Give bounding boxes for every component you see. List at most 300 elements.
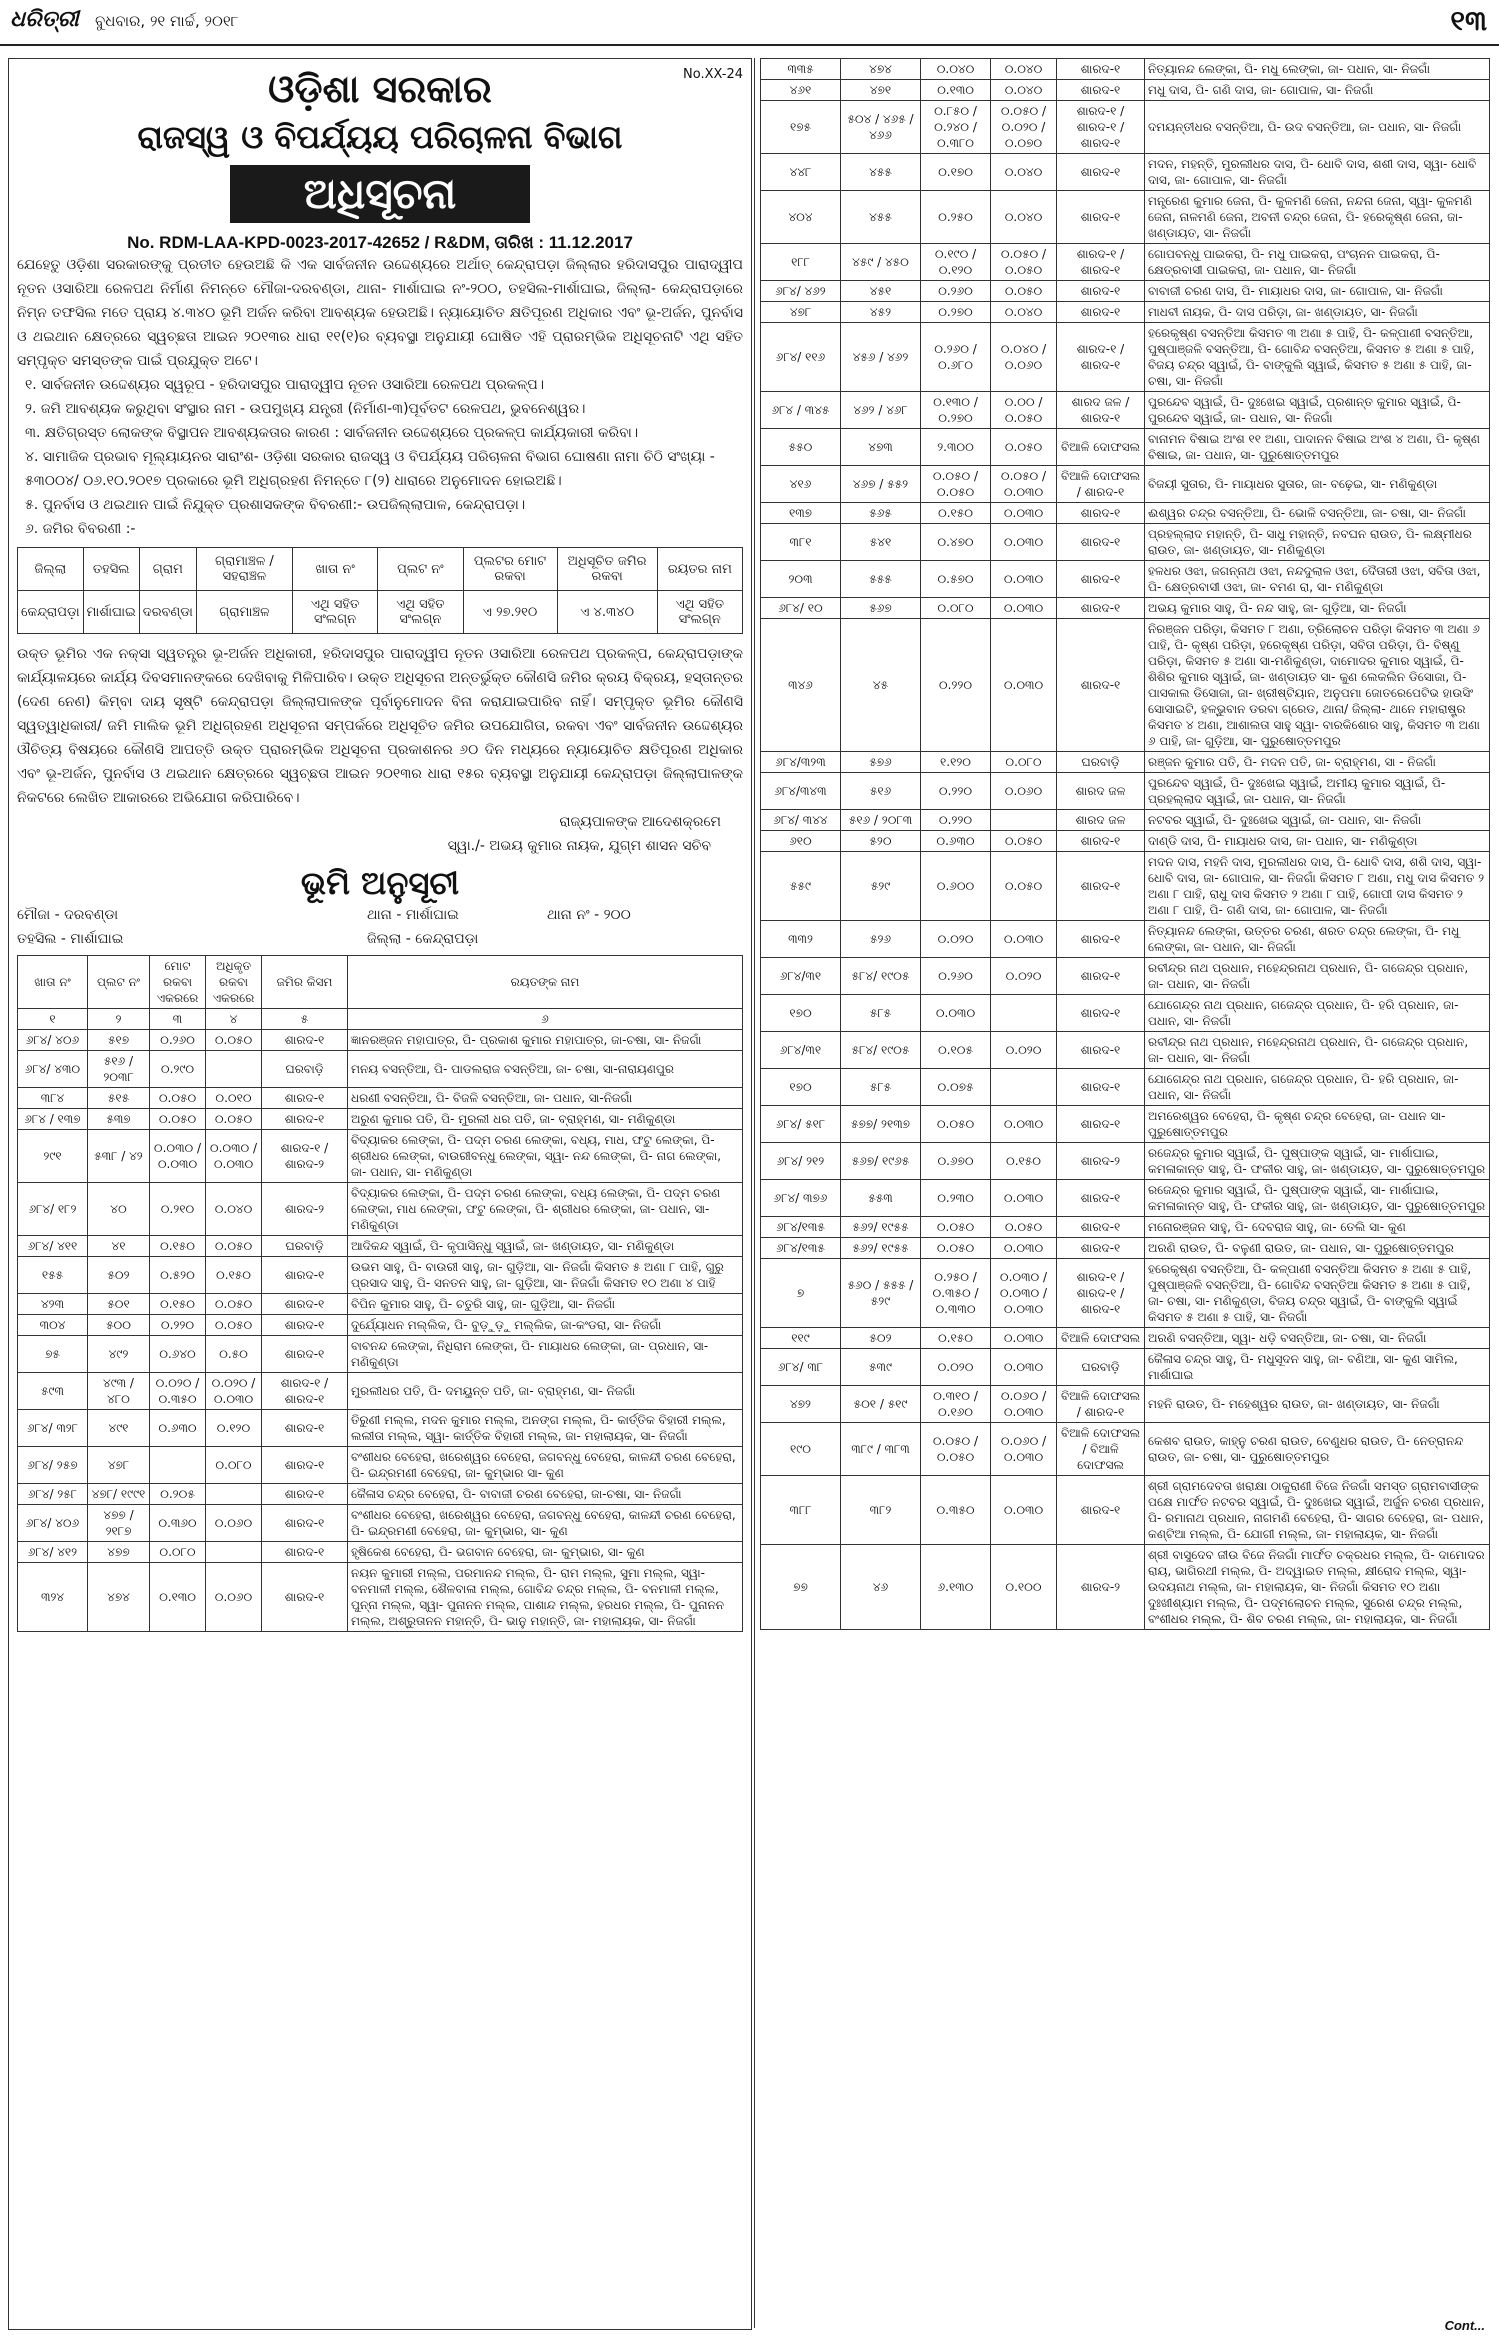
schedule-cell: ୬୮୪/ ୨୫୭ [18, 1447, 88, 1484]
schedule-cell: ୦.୬୭୦ [921, 1143, 991, 1180]
schedule-cell: ପ୍ରହଲ୍ଲାଦ ମହାନ୍ତି, ପି- ସାଧୁ ମହାନ୍ତି, ନବଘନ ରାଉତ, ପି- ଲକ୍ଷ୍ମୀଧର ରାଉତ, ଜା- ଖଣ୍ଡାୟତ, ସା- ମଣିକୁଣ୍ଡା [1145, 524, 1490, 561]
govt-title: ଓଡ଼ିଶା ସରକାର [268, 67, 492, 111]
schedule-cell: ୦.୦୩୦ / ୦.୦୩୦ [150, 1130, 206, 1183]
schedule-cell: ଘରବାଡ଼ି [1057, 752, 1145, 773]
column-number: ୬ [348, 1009, 743, 1030]
schedule-cell: ୦.୨୬୦ [921, 958, 991, 995]
schedule-cell: ଅରଣି ବସନ୍ତିଆ, ସ୍ୱା- ଧଡ଼ି ବସନ୍ତିଆ, ଜା- ଚଷା, ସା- ନିଜଗାଁ [1145, 1328, 1490, 1349]
schedule-cell: ୦.୨୫୦ [921, 191, 991, 244]
schedule-row [761, 302, 1490, 323]
schedule-cell: ୦.୦୦ / ୦.୦୫୦ [991, 392, 1057, 429]
schedule-row [18, 1542, 743, 1563]
schedule-cell: ୦.୧୦୦ [991, 1545, 1057, 1630]
schedule-row [18, 1336, 743, 1373]
schedule-cell: ୬୮୪/ ୪୩୦ [18, 1051, 88, 1088]
schedule-cell: ଶାରଦ-୧ [1057, 154, 1145, 191]
schedule-cell: କୈଳାସ ଚନ୍ଦ୍ର ବେହେରା, ପି- ବାବାଜୀ ଚରଣ ବେହେରା, ଜା-ଚଷା, ସା- ନିଜଗାଁ [348, 1484, 743, 1505]
schedule-cell: ୦.୦୪୦ [206, 1183, 262, 1236]
schedule-cell: ୫୦୪ / ୪୬୫ / ୪୬୬ [841, 101, 921, 154]
schedule-cell: ୬୮୪/ ୪୧୨ [18, 1542, 88, 1563]
schedule-cell: ୦.୬୪୦ [150, 1336, 206, 1373]
land-cell: ଏଥି ସହିତ ସଂଲଗ୍ନ [657, 591, 742, 634]
thana-no-label: ଥାନା ନଂ - ୨୦୦ [547, 907, 631, 923]
schedule-cell: ୪୫୧ [841, 281, 921, 302]
schedule-cell: ୫୫୩ [841, 1180, 921, 1217]
column-number: ୧ [18, 1009, 88, 1030]
schedule-cell: ୦.୨୦୫ [150, 1484, 206, 1505]
schedule-cell: ଅଭୟ କୁମାର ସାହୁ, ପି- ନନ୍ଦ ସାହୁ, ଜା- ଗୁଡ଼ିଆ, ସା- ନିଜଗାଁ [1145, 598, 1490, 619]
notice-ref: No.XX-24 [683, 67, 743, 82]
schedule-cell: ୦.୦୫୦ / ୦.୦୫୦ [921, 466, 991, 503]
schedule-cell: ୬୮୪/ ୪୦୬ [18, 1505, 88, 1542]
schedule-rows-right [761, 59, 1490, 1630]
schedule-cell: ନିତ୍ୟାନନ୍ଦ ଲେଙ୍କା, ପି- ମଧୁ ଲେଙ୍କା, ଜା- ପଧାନ, ସା- ନିଜଗାଁ [1145, 59, 1490, 80]
schedule-cell: ୦.୦୩୦ / ୦.୦୩୦ / ୦.୦୩୦ [991, 1259, 1057, 1328]
schedule-cell: ୦.୨୬୦ [150, 1030, 206, 1051]
land-header-cell: ଗ୍ରାମ [139, 548, 196, 591]
schedule-cell: ୪୫୬ / ୪୬୨ [841, 323, 921, 392]
schedule-cell: ହୃଷିକେଶ ବେହେରା, ପି- ଭଗବାନ ବେହେରା, ଜା- କୁମ୍ଭାର, ସା- କୁଣ [348, 1542, 743, 1563]
schedule-row [761, 852, 1490, 921]
schedule-cell: ୦.୦୩୦ [991, 1328, 1057, 1349]
schedule-cell: ଶାରଦ-୧ / ଶାରଦ-୨ [262, 1130, 348, 1183]
schedule-cell: ୫୬୨/ ୧୯୫୫ [841, 1238, 921, 1259]
schedule-row [761, 1386, 1490, 1423]
schedule-cell: ବିଜୟୀ ସୁତାର, ପି- ମାୟାଧର ସୁତାର, ଜା- ବଢ଼େଇ, ସା- ମଣିକୁଣ୍ଡା [1145, 466, 1490, 503]
schedule-row [761, 561, 1490, 598]
schedule-cell: ଘରବାଡ଼ି [262, 1051, 348, 1088]
schedule-cell: ବିଆଳି ଦୋଫସଲ / ବିଆଳି ଦୋଫସଲ [1057, 1423, 1145, 1476]
schedule-table-left [17, 955, 743, 1632]
schedule-cell: ୦.୦୮୦ [991, 752, 1057, 773]
land-cell: କେନ୍ଦ୍ରାପଡ଼ା [18, 591, 84, 634]
schedule-row [761, 1328, 1490, 1349]
schedule-row [761, 1259, 1490, 1328]
schedule-cell: ୬୮୪/ ୫୧୮ [761, 1106, 841, 1143]
schedule-cell: ୫୩୮ / ୪୨ [88, 1130, 150, 1183]
schedule-cell: ୫୦୦ [88, 1315, 150, 1336]
schedule-cell: ୬୮୪/୩୧ [761, 958, 841, 995]
schedule-cell: ୫୮୪/ ୧୯୦୫ [841, 958, 921, 995]
schedule-rows-left [18, 1030, 743, 1632]
schedule-row [18, 1109, 743, 1130]
column-number: ୩ [150, 1009, 206, 1030]
schedule-cell: ୦.୦୭୫ [921, 1069, 991, 1106]
issue-date: ବୁଧବାର, ୨୧ ମାର୍ଚ୍ଚ, ୨୦୧୮ [95, 12, 239, 30]
schedule-cell: ୦.୦୫୦ [991, 281, 1057, 302]
schedule-cell: ୦.୦୩୦ [991, 1238, 1057, 1259]
schedule-row [18, 1315, 743, 1336]
schedule-cell: ୬୮୪/୩୨୩ [761, 752, 841, 773]
schedule-cell: ୫୩୯ [841, 1349, 921, 1386]
land-cell: ଦରବଣ୍ଡା [139, 591, 196, 634]
schedule-cell: ଶାରଦ-୧ [1057, 302, 1145, 323]
land-cell: ଏଥି ସହିତ ସଂଲଗ୍ନ [378, 591, 463, 634]
schedule-cell: ୦.୦୫୦ [206, 1030, 262, 1051]
schedule-cell: ୪୫୨ [841, 302, 921, 323]
schedule-cell: ୫୧୫ [88, 1088, 150, 1109]
schedule-cell: ୦.୦୩୦ [991, 503, 1057, 524]
schedule-cell: ଶାରଦ-୧ [262, 1109, 348, 1130]
schedule-cell: ୦.୧୦୫ [921, 1032, 991, 1069]
schedule-cell: ୬୮୪/ ୪୦୬ [18, 1030, 88, 1051]
schedule-cell: ୨୯୧ [18, 1130, 88, 1183]
schedule-cell: ୦.୦୫୦ [921, 1106, 991, 1143]
schedule-cell: ଦାଣ୍ଡି ଦାସ, ପି- ମାୟାଧର ଦାସ, ଜା- ପଧାନ, ସା- ମଣିକୁଣ୍ଡା [1145, 831, 1490, 852]
schedule-cell: ୫୦୧ / ୫୧୯ [841, 1386, 921, 1423]
schedule-cell: ୦.୦୨୦ [991, 1032, 1057, 1069]
schedule-row [761, 503, 1490, 524]
schedule-cell: ୦.୨୬୦ / ୦.୬୮୦ [921, 323, 991, 392]
schedule-row [761, 773, 1490, 810]
schedule-cell: ୦.୦୮୦ [150, 1542, 206, 1563]
schedule-cell: ନଟବର ସ୍ୱାଇଁ, ପି- ଦୁଃଖେଇ ସ୍ୱାଇଁ, ଜା- ପଧାନ, ସା- ନିଜଗାଁ [1145, 810, 1490, 831]
schedule-cell: ୦.୧୫୦ [150, 1294, 206, 1315]
schedule-cell: ରବୀନ୍ଦ୍ର ନାଥ ପ୍ରଧାନ, ମହେନ୍ଦ୍ରନାଥ ପ୍ରଧାନ, ପି- ଗଜେନ୍ଦ୍ର ପ୍ରଧାନ, ଜା- ପଧାନ, ସା- ନିଜଗାଁ [1145, 958, 1490, 995]
schedule-row [18, 1130, 743, 1183]
schedule-cell: ୪୬୨ / ୪୬୮ [841, 392, 921, 429]
schedule-row [18, 1051, 743, 1088]
schedule-row [18, 1373, 743, 1410]
schedule-cell: ୦.୨୬୦ [921, 281, 991, 302]
schedule-cell: ୪୬ [841, 1545, 921, 1630]
schedule-header [18, 956, 743, 1009]
schedule-cell: ବିପିନ କୁମାର ସାହୁ, ପି- ଚତୁରି ସାହୁ, ଜା- ଗୁଡ଼ିଆ, ସା- ନିଜଗାଁ [348, 1294, 743, 1315]
schedule-cell: ହଳଧର ଓଝା, ଜଗନ୍ନାଥ ଓଝା, ନନ୍ଦଦୁଲାଳ ଓଝା, ଦୈତାରୀ ଓଝା, ସବିତା ଓଝା, ପି- କ୍ଷେତ୍ରବାସୀ ଓଝା, ଜା- ବମଣ ରା, ସା- ମଣିକୁଣ୍ଡା [1145, 561, 1490, 598]
schedule-cell: ୦.୦୩୦ / ୦.୦୩୦ [206, 1130, 262, 1183]
schedule-cell: ୬୧୦ [761, 831, 841, 852]
schedule-cell: ୦.୦୪୦ [991, 80, 1057, 101]
schedule-cell: ୦.୦୪୦ / ୦.୦୬୦ [991, 323, 1057, 392]
department-title: ରାଜସ୍ୱ ଓ ବିପର୍ଯ୍ୟୟ ପରିଚାଳନା ବିଭାଗ [137, 118, 623, 156]
schedule-cell: ୦.୦୩୦ [991, 921, 1057, 958]
schedule-row [18, 1030, 743, 1051]
notice-item: ୩. କ୍ଷତିଗ୍ରସ୍ତ ଲୋକଙ୍କ ବିସ୍ଥାପନ ଆବଶ୍ୟକତାର କାରଣ : ସାର୍ବଜନୀନ ଉଦ୍ଦେଶ୍ୟରେ ପ୍ରକଳ୍ପ କାର୍ଯ୍ୟକାରୀ କରିବା। [25, 425, 639, 441]
land-cell: ଏ ୨୭.୨୧୦ [463, 591, 557, 634]
schedule-cell: ୫୫୯ [761, 852, 841, 921]
schedule-table-right [760, 58, 1490, 1630]
schedule-cell: ୧୭୦ [761, 1069, 841, 1106]
schedule-row [761, 191, 1490, 244]
schedule-row [761, 1032, 1490, 1069]
schedule-cell [150, 1447, 206, 1484]
schedule-cell: ୦.୦୬୦ [991, 773, 1057, 810]
notice-item: ୪. ସାମାଜିକ ପ୍ରଭାବ ମୂଲ୍ୟାୟନର ସାରାଂଶ- ଓଡ଼ିଶା ସରକାର ରାଜସ୍ୱ ଓ ବିପର୍ଯ୍ୟୟ ପରିଚାଳନା ବିଭାଗ ଘୋଷଣା ନାମା ଚିଠି ସଂଖ୍ୟା - ୫୩୦୦୪/ ୦୬.୧୦.୨୦୧୭ ପ୍ରକାରେ ଭୂମି ଅଧିଗ୍ରହଣ ନିମନ୍ତେ ୮(୨) ଧାରାରେ ଅନୁମୋଦନ ହୋଇଅଛି। [25, 449, 715, 489]
order-line: ରାଜ୍ୟପାଳଙ୍କ ଆଦେଶକ୍ରମେ [559, 814, 721, 830]
schedule-cell: ୫୮୫ [841, 995, 921, 1032]
closing-paragraph: ଉକ୍ତ ଭୂମିର ଏକ ନକ୍ସା ସ୍ୱତନ୍ତ୍ର ଭୂ-ଅର୍ଜନ ଅଧିକାରୀ, ହରିଦାସପୁର ପାରାଦ୍ୱୀପ ନୂତନ ଓସାରିଆ ରେଳପଥ ପ୍ରକଳ୍ପ, କେନ୍ଦ୍ରାପଡ଼ାଙ୍କ କାର୍ଯ୍ୟାଳୟରେ କାର୍ଯ୍ୟ ଦିବସମାନଙ୍କରେ ଦେଖିବାକୁ ମିଳିପାରିବ। ଉକ୍ତ ଅଧିସୂଚନା ଅନ୍ତର୍ଭୁକ୍ତ କୌଣସି ଜମିର କ୍ରୟ ବିକ୍ରୟ, ହସ୍ତାନ୍ତର (ଦେଣ ନେଣ) କିମ୍ବା ଦାୟ ସୃଷ୍ଟି କେନ୍ଦ୍ରାପଡ଼ା ଜିଲ୍ଲାପାଳଙ୍କ ପୂର୍ବାନୁମୋଦନ ବିନା କରାଯାଇପାରିବ ନାହିଁ। ସମ୍ପୃକ୍ତ ଭୂମିର କୌଣସି ସ୍ୱତ୍ୱାଧିକାରୀ/ ଜମି ମାଲିକ ଭୂମି ଅଧିଗ୍ରହଣ ଅଧିସୂଚନା ସମ୍ପର୍କରେ ଅଧିସୂଚିତ ଜମିର ଉପଯୋଗିତା, ରକବା ଏବଂ ସାର୍ବଜନୀନ ଉଦ୍ଦେଶ୍ୟର ଔଚିତ୍ୟ ବିଷୟରେ କୌଣସି ଆପତ୍ତି ଉକ୍ତ ପ୍ରାରମ୍ଭିକ ଅଧିସୂଚନା ପ୍ରକାଶନର ୬୦ ଦିନ ମଧ୍ୟରେ ନ୍ୟାୟୋଚିତ କ୍ଷତିପୂରଣ ଅଧିକାର ଏବଂ ଭୂ-ଅର୍ଜନ, ପୁନର୍ବାସ ଓ ଥଇଥାନ କ୍ଷେତ୍ରରେ ସ୍ୱଚ୍ଛତା ଆଇନ ୨୦୧୩ର ଧାରା ୧୫ର ବ୍ୟବସ୍ଥା ଅନୁଯାୟୀ କେନ୍ଦ୍ରାପଡ଼ା ଜିଲ୍ଲାପାଳଙ୍କ ନିକଟରେ ଲେଖିତ ଆକାରରେ ଅଭିଯୋଗ କରିପାରିବେ। [17, 646, 743, 806]
schedule-cell: ଶାରଦ-୨ [1057, 1545, 1145, 1630]
land-header-cell: ଗ୍ରାମାଞ୍ଚଳ / ସହରାଞ୍ଚଳ [196, 548, 292, 591]
schedule-row [761, 810, 1490, 831]
land-header-cell: ପ୍ଲଟର ମୋଟ ରକବା [463, 548, 557, 591]
schedule-cell: ୩୮୧ [761, 524, 841, 561]
schedule-cell: ବାବାଜୀ ଚରଣ ଦାସ, ପି- ମାୟାଧର ଦାସ, ଜା- ଗୋପାଳ, ସା- ନିଜଗାଁ [1145, 281, 1490, 302]
schedule-continued-column [760, 58, 1490, 2313]
schedule-cell: ୦.୨୩୦ [921, 1180, 991, 1217]
schedule-cell: ୦.୫୦ [206, 1336, 262, 1373]
schedule-cell: ୫୨୬ [841, 921, 921, 958]
schedule-cell: ୭ [761, 1259, 841, 1328]
schedule-cell: ୪୭୨ [761, 1386, 841, 1423]
schedule-row [761, 598, 1490, 619]
schedule-cell: ୦.୦୮୦ [921, 598, 991, 619]
page-number: ୧୩ [1450, 4, 1487, 37]
schedule-cell: ଶାରଦ ଜଳ [1057, 773, 1145, 810]
schedule-cell: ଶାରଦ-୧ [1057, 1476, 1145, 1545]
schedule-cell: ୦.୧୫୦ [150, 1236, 206, 1257]
schedule-cell: ୦.୦୫୦ [150, 1088, 206, 1109]
schedule-cell: ୦.୦୨୦ / ୦.୦୩୦ [206, 1373, 262, 1410]
schedule-cell: ଶାରଦ-୧ [1057, 1238, 1145, 1259]
schedule-cell: ୦.୨୨୦ [921, 810, 991, 831]
schedule-cell: ୫୬୭/ ୧୯୬୫ [841, 1143, 921, 1180]
schedule-cell: ୪୬୭ / ୫୫୨ [841, 466, 921, 503]
schedule-cell: ୦.୧୩୦ / ୦.୨୭୦ [921, 392, 991, 429]
schedule-cell: ୫୮୫ [841, 1069, 921, 1106]
schedule-cell: ୫୧୬ / ୨୦୩୮ [88, 1051, 150, 1088]
schedule-cell: କୈଳାସ ଚନ୍ଦ୍ର ସାହୁ, ପି- ମଧୁସୂଦନ ସାହୁ, ଜା- ବଣିଆ, ସା- କୁଣ ସାମିଲ, ମାର୍ଶାଘାଇ [1145, 1349, 1490, 1386]
schedule-cell: ୪୯୨ [88, 1336, 150, 1373]
schedule-cell: ୪୪୮ [761, 154, 841, 191]
schedule-cell: ୦.୧୫୦ [921, 1328, 991, 1349]
schedule-cell: ୦.୨୨୦ [150, 1315, 206, 1336]
schedule-cell: ୫୬୭ [841, 598, 921, 619]
schedule-row [761, 101, 1490, 154]
schedule-row [761, 831, 1490, 852]
schedule-cell: ୦.୨୯୦ [150, 1051, 206, 1088]
column-number: ୫ [262, 1009, 348, 1030]
schedule-cell: ଶାରଦ-୧ [262, 1294, 348, 1315]
schedule-cell: ଧରଣୀ ବସନ୍ତିଆ, ପି- ବିଜଳି ବସନ୍ତିଆ, ଜା- ପଧାନ, ସା-ନିଜଗାଁ [348, 1088, 743, 1109]
schedule-cell: ବଂଶୀଧର ବେହେରା, ଖରେଶ୍ୱର ବେହେରା, ଜଗବନ୍ଧୁ ବେହେରା, କାଳନ୍ଦୀ ଚରଣ ବେହେରା, ପି- ଇନ୍ଦ୍ରମଣୀ ବେହେରା, ଜା- କୁମ୍ଭାର, ସା- କୁଣ [348, 1505, 743, 1542]
schedule-cell: ଶାରଦ-୧ [262, 1030, 348, 1051]
schedule-cell: ୦.୦୩୦ [991, 598, 1057, 619]
schedule-cell: ଅରଣି ରାଉତ, ପି- ବଳୁଣୀ ରାଉତ, ଜା- ପଧାନ, ସା- ପୁରୁଷୋତ୍ତମପୁର [1145, 1238, 1490, 1259]
schedule-cell: ୫୦୨ [88, 1257, 150, 1294]
schedule-cell: ୪୫୫ [841, 191, 921, 244]
schedule-cell: ୦.୦୩୦ [991, 524, 1057, 561]
schedule-cell: ୪୯୧ [88, 1410, 150, 1447]
schedule-cell: ଶାରଦ-୧ [1057, 619, 1145, 752]
schedule-cell: ୫୯୩ [18, 1373, 88, 1410]
schedule-cell [991, 810, 1057, 831]
schedule-cell: ୦.୩୧୦ / ୦.୧୬୦ [921, 1386, 991, 1423]
schedule-cell: ଈଶ୍ୱର ଚନ୍ଦ୍ର ବସନ୍ତିଆ, ପି- ଭୋଳି ବସନ୍ତିଆ, ଜା- ଚଷା, ସା- ନିଜଗାଁ [1145, 503, 1490, 524]
schedule-cell [206, 1051, 262, 1088]
schedule-cell: ୦.୦୫୦ [206, 1236, 262, 1257]
schedule-cell: ୦.୦୫୦ [991, 831, 1057, 852]
schedule-cell: ୦.୧୩୦ [921, 80, 991, 101]
schedule-cell: ୬୮୪/ ୨୫୮ [18, 1484, 88, 1505]
schedule-cell: ୦.୮୫୦ / ୦.୨୪୦ / ୦.୩୮୦ [921, 101, 991, 154]
schedule-cell: ଶାରଦ-୧ / ଶାରଦ-୧ [262, 1373, 348, 1410]
schedule-row [761, 1545, 1490, 1630]
schedule-cell: ୬୮୪/ ୩୪୪ [761, 810, 841, 831]
land-table-row [18, 591, 743, 634]
schedule-cell: ମଦନ ଦାସ, ମହନି ଦାସ, ମୁରଲୀଧର ଦାସ, ପି- ଧୋବି ଦାସ, ଶଶି ଦାସ, ସ୍ୱା- ଧୋବି ଦାସ, ଜା- ଗୋପାଳ, ସା- ନିଜଗାଁ କିସମତ ୮ ଅଣା, ମଧୁ ଦାସ କିସମତ ୨ ଅଣା ୮ ପାହି, ରାଧୁ ଦାସ କିସମତ ୨ ଅଣା ୮ ପାହି, ଗୋପୀ ଦାସ କିସମତ ୨ ଅଣା ୮ ପାହି, ପି- ଗଣି ଦାସ, ଜା- ଗୋପାଳ, ସା- ନିଜଗାଁ [1145, 852, 1490, 921]
schedule-cell: ବିଦ୍ୟାକର ଲେଙ୍କା, ପି- ପଦ୍ମ ଚରଣ ଲେଙ୍କା, ବଧ୍ୟ, ମାଧ, ଫଟୁ ଲେଙ୍କା, ପି- ଶ୍ରୀଧର ଲେଙ୍କା, ବାଉରୀବନ୍ଧୁ ଲେଙ୍କା, ସ୍ୱା- ନନ୍ଦ ଲେଙ୍କା, ପି- ନାଗ ଲେଙ୍କା, ଜା- ପଧାନ, ସା- ମଣିକୁଣ୍ଡା [348, 1130, 743, 1183]
schedule-cell: ୦.୦୫୦ [206, 1109, 262, 1130]
schedule-cell: ଶାରଦ-୧ [1057, 1069, 1145, 1106]
schedule-cell: ୦.୦୫୦ [921, 1217, 991, 1238]
schedule-cell: ଶାରଦ-୧ [1057, 852, 1145, 921]
schedule-cell: ୦.୨୫୦ / ୦.୩୫୦ / ୦.୩୩୦ [921, 1259, 991, 1328]
schedule-cell: ଦୁର୍ଯ୍ୟୋଧନ ମଲ୍ଲିକ, ପି- ବୁଡ଼ୁଡ଼ୁ ମଲ୍ଲିକ, ଜା-କଂଡରା, ସା- ନିଜଗାଁ [348, 1315, 743, 1336]
column-divider [754, 58, 755, 2328]
schedule-cell: ୦.୦୫୦ [150, 1109, 206, 1130]
schedule-cell: ୪୫୯ / ୪୫୦ [841, 244, 921, 281]
schedule-cell: ୦.୨୭୦ [921, 302, 991, 323]
schedule-cell: ୧.୧୨୦ [921, 752, 991, 773]
schedule-cell: ୦.୬୩୦ [921, 831, 991, 852]
schedule-cell: ଶାରଦ-୧ [262, 1257, 348, 1294]
schedule-cell: ଶାରଦ-୧ [1057, 831, 1145, 852]
schedule-cell: ୦.୪୭୦ [921, 524, 991, 561]
schedule-cell: ୦.୦୨୦ / ୦.୩୫୦ [150, 1373, 206, 1410]
column-number: ୨ [88, 1009, 150, 1030]
schedule-cell: ୫୧୭ [88, 1030, 150, 1051]
schedule-cell: ୪୭୭ [88, 1542, 150, 1563]
schedule-cell: ୫୩୭ [88, 1109, 150, 1130]
schedule-row [761, 154, 1490, 191]
schedule-cell: ୫୨୦ [841, 831, 921, 852]
schedule-cell [991, 1069, 1057, 1106]
schedule-cell: ୪୭୮/ ୧୯୯୧ [88, 1484, 150, 1505]
schedule-cell: ୦.୦୫୦ [921, 1238, 991, 1259]
schedule-cell: ଶାରଦ-୧ [262, 1542, 348, 1563]
schedule-cell: ଦମୟନ୍ତୀଧର ବସନ୍ତିଆ, ପି- ଉଦ ବସନ୍ତିଆ, ଜା- ପଧାନ, ସା- ନିଜଗାଁ [1145, 101, 1490, 154]
schedule-meta [9, 903, 751, 951]
schedule-cell: ୦.୦୩୦ [991, 1180, 1057, 1217]
land-header-cell: ଜିଲ୍ଲା [18, 548, 84, 591]
schedule-cell: ୪୭୪ [88, 1563, 150, 1632]
land-cell: ମାର୍ଶାଘାଇ [83, 591, 139, 634]
schedule-cell: ୦.୦୫୦ [206, 1315, 262, 1336]
schedule-cell: ୦.୦୪୦ [991, 154, 1057, 191]
schedule-cell: ୬୮୪/୧୩୫ [761, 1238, 841, 1259]
schedule-cell: ୦.୦୨୦ [991, 958, 1057, 995]
schedule-row [18, 1563, 743, 1632]
schedule-cell: ଶାରଦ-୧ [1057, 598, 1145, 619]
schedule-row [761, 524, 1490, 561]
schedule-header-cell: ଖାତା ନଂ [18, 956, 88, 1009]
schedule-row [761, 323, 1490, 392]
schedule-row [18, 1294, 743, 1315]
land-cell: ଗ୍ରାମାଞ୍ଚଳ [196, 591, 292, 634]
schedule-cell: ୦.୦୬୦ / ୦.୦୩୦ [991, 1423, 1057, 1476]
schedule-row [761, 752, 1490, 773]
schedule-cell: ଶାରଦ-୧ [1057, 524, 1145, 561]
schedule-cell: ୬୮୪/ ୩୮ [761, 1349, 841, 1386]
schedule-cell: ୦.୦୧୦ [206, 1088, 262, 1109]
schedule-cell: ୬୮୪/୧୩୫ [761, 1217, 841, 1238]
notification-banner: ଅଧିସୂଚନା [230, 165, 530, 223]
schedule-cell: ଘରବାଡ଼ି [262, 1236, 348, 1257]
schedule-cell: ଶାରଦ-୧ [1057, 1217, 1145, 1238]
schedule-row [761, 1423, 1490, 1476]
schedule-cell: ଶାରଦ ଜଳ [1057, 810, 1145, 831]
schedule-cell: ୦.୦୪୦ [991, 191, 1057, 244]
schedule-title: ଭୂମି ଅନୁସୂଚୀ [300, 864, 460, 902]
schedule-cell: ଶାରଦ-୧ [1057, 561, 1145, 598]
schedule-cell: ୦.୦୩୦ [991, 561, 1057, 598]
schedule-cell [206, 1484, 262, 1505]
schedule-cell: ରଜେନ୍ଦ୍ର କୁମାର ସ୍ୱାଇଁ, ପି- ପୁଷ୍ପାଙ୍କ ସ୍ୱାଇଁ, ସା- ମାର୍ଶାଘାଇ, କମଳାକାନ୍ତ ସାହୁ, ପି- ଫକୀର ସାହୁ, ଜା- ଖଣ୍ଡାୟତ, ସା- ପୁରୁଷୋତ୍ତମପୁର [1145, 1180, 1490, 1217]
schedule-row [761, 1069, 1490, 1106]
schedule-cell: ୦.୦୩୦ [991, 1349, 1057, 1386]
schedule-cell: ଶାରଦ-୧ / ଶାରଦ-୧ / ଶାରଦ-୧ [1057, 101, 1145, 154]
schedule-cell: ୬.୧୩୦ [921, 1545, 991, 1630]
schedule-cell: ୬୮୪/ ୨୧୨ [761, 1143, 841, 1180]
schedule-cell: ୬୮୪ / ୩୪୫ [761, 392, 841, 429]
land-cell: ଏ ୪.୩୪୦ [557, 591, 657, 634]
schedule-cell: ୪୭୮ [761, 302, 841, 323]
schedule-row [761, 1238, 1490, 1259]
schedule-row [18, 1236, 743, 1257]
schedule-cell: ରଞ୍ଜନ କୁମାର ପତି, ପି- ମଦନ ପତି, ଜା- ବ୍ରାହ୍ମଣ, ସା - ନିଜଗାଁ [1145, 752, 1490, 773]
schedule-header-cell: ଅଧିକୃତ ରକବା ଏକରରେ [206, 956, 262, 1009]
schedule-cell: ୪୭୭ / ୨୧୮୭ [88, 1505, 150, 1542]
schedule-cell: ୫୨୯ [841, 852, 921, 921]
schedule-cell: ହରେକୃଷ୍ଣ ବସନ୍ତିଆ, ପି- କଳ୍ପାଣୀ ବସନ୍ତିଆ କିସମତ ୫ ଅଣା ୫ ପାହି, ପୁଷ୍ପାଞ୍ଜଳି ବସନ୍ତିଆ, ପି- ଗୋବିନ୍ଦ ବସନ୍ତିଆ କିସମତ ୫ ଅଣା ୫ ପାହି, ଜା- ଚଷା, ସା- ମଣିକୁଣ୍ଡା, ବିଜୟ ଚନ୍ଦ୍ର ସ୍ୱାଇଁ, ପି- ବାଙ୍କୁଲି ସ୍ୱାଇଁ କିସମତ ୫ ଅଣା ୫ ପାହି, ସା- ନିଜଗାଁ [1145, 1259, 1490, 1328]
schedule-cell: ୦.୩୫୦ [921, 1476, 991, 1545]
thana-label: ଥାନା - ମାର୍ଶାଘାଇ [367, 907, 459, 923]
schedule-cell: ଶାରଦ-୧ [1057, 921, 1145, 958]
schedule-cell: ୦.୫୨୦ [150, 1257, 206, 1294]
schedule-cell: ୦.୨୧୦ [150, 1183, 206, 1236]
schedule-cell: ବିଦ୍ୟାକର ଲେଙ୍କା, ପି- ପଦ୍ମ ଚରଣ ଲେଙ୍କା, ବଧ୍ୟ ଲେଙ୍କା, ପି- ପଦ୍ମ ଚରଣ ଲେଙ୍କା, ମାଧ ଲେଙ୍କା, ଫଟୁ ଲେଙ୍କା, ପି- ଶ୍ରୀଧର ଲେଙ୍କା, ଜା- ପଧାନ, ସା- ମଣିକୁଣ୍ଡା [348, 1183, 743, 1236]
schedule-cell: ଯୋଗେନ୍ଦ୍ର ନାଥ ପ୍ରଧାନ, ଗଜେନ୍ଦ୍ର ପ୍ରଧାନ, ପି- ହରି ପ୍ରଧାନ, ଜା- ପଧାନ, ସା- ନିଜଗାଁ [1145, 995, 1490, 1032]
schedule-cell: ଶାରଦ-୧ / ଶାରଦ-୧ [1057, 244, 1145, 281]
schedule-header-cell: ପ୍ଲଟ ନଂ [88, 956, 150, 1009]
notice-item: ୫. ପୁନର୍ବାସ ଓ ଥଇଥାନ ପାଇଁ ନିଯୁକ୍ତ ପ୍ରଶାସକଙ୍କ ବିବରଣୀ:- ଉପଜିଲ୍ଲାପାଳ, କେନ୍ଦ୍ରାପଡ଼ା। [25, 497, 526, 513]
schedule-cell: ୫୦୧ [88, 1294, 150, 1315]
schedule-cell: ୦.୦୫୦ / ୦.୦୫୦ [991, 244, 1057, 281]
schedule-row [761, 995, 1490, 1032]
schedule-cell: ୪୭୪ [841, 59, 921, 80]
schedule-row [761, 1349, 1490, 1386]
schedule-cell: ୫୬୨/ ୧୯୫୫ [841, 1217, 921, 1238]
schedule-cell: ପୁରନ୍ଦେବ ସ୍ୱାଇଁ, ପି- ଦୁଃଖେଇ ସ୍ୱାଇଁ, ପ୍ରଶାନ୍ତ କୁମାର ସ୍ୱାଇଁ, ପି- ପୁରନ୍ଦେବ ସ୍ୱାଇଁ, ଜା- ପଧାନ, ସା- ନିଜଗାଁ [1145, 392, 1490, 429]
schedule-cell: ୦.୦୩୦ [991, 619, 1057, 752]
schedule-cell: ୦.୦୨୦ [921, 921, 991, 958]
schedule-cell: ୪୦୪ [761, 191, 841, 244]
land-header-cell: ରୟତର ନାମ [657, 548, 742, 591]
schedule-cell: ୦.୦୬୦ [206, 1505, 262, 1542]
schedule-row [761, 1476, 1490, 1545]
schedule-cell: ଅମରେଶ୍ୱର ବେହେରା, ପି- କୃଷ୍ଣ ଚନ୍ଦ୍ର ବେହେରା, ଜା- ପଧାନ ସା- ପୁରୁଷୋତ୍ତମପୁର [1145, 1106, 1490, 1143]
schedule-cell [206, 1542, 262, 1563]
continued-label: Cont... [1444, 2318, 1485, 2333]
land-header-cell: ଅଧିସୂଚିତ ଜମିର ରକବା [557, 548, 657, 591]
schedule-cell: ୬୮୪/୩୧ [761, 1032, 841, 1069]
column-number: ୪ [206, 1009, 262, 1030]
schedule-cell: ୨୦୩ [761, 561, 841, 598]
schedule-cell: ୫୫୦ [761, 429, 841, 466]
schedule-cell: ୫୬୦ / ୫୫୫ / ୫୨୯ [841, 1259, 921, 1328]
schedule-cell: ନିରଞ୍ଜନ ପରିଡ଼ା, କିସମତ ୮ ଅଣା, ତ୍ରିଲୋଚନ ପରିଡ଼ା କିସମତ ୩ ଅଣା ୬ ପାହି, ପି- କୃଷ୍ଣ ପରିଡ଼ା, ହରେକୃଷ୍ଣ ପରିଡ଼ା, ସବିତା ପରିଡ଼ା, ପି- ବିଷ୍ଣୁ ପରିଡ଼ା, କିସମତ ୫ ଅଣା ସା-ମଣିକୁଣ୍ଡା, ଦାମୋଦର କୁମାର ସ୍ୱାଇଁ, ପି- ଶିଶିର କୁମାର ସ୍ୱାଇଁ, ଜା- ଖଣ୍ଡାୟତ ସା- କୁଣ ଲେକଲିନ ଡିସୋଜା, ପି- ପାସକାଲ ଡିସୋଜା, ଜା- ଖ୍ରୀଷ୍ଟିୟାନ, ଅନୁପମା ଜୋତରେପେଟିଭ ହାଉସିଂ ସୋସାଇଟି, ହଳ୍ଭୁବାନ ଡରବା ଗ୍ରେଡ, ଥାନା/ ଜିଲ୍ଲା- ଥାନେ ମହାରାଷ୍ଟ୍ର କିସମତ ୪ ଅଣା, ଆଶାଲତା ସାହୁ ସ୍ୱା- ବାରକିଶୋର ସାହୁ, କିସମତ ୩ ଅଣା ୬ ପାହି, ଜା- ଗୁଡ଼ିଆ, ସା- ପୁରୁଷୋତ୍ତମପୁର [1145, 619, 1490, 752]
schedule-row [18, 1505, 743, 1542]
schedule-cell: ୪୧ [88, 1236, 150, 1257]
schedule-cell: ଶାରଦ-୧ / ଶାରଦ-୧ / ଶାରଦ-୧ [1057, 1259, 1145, 1328]
schedule-cell: ଶାରଦ-୧ [262, 1563, 348, 1632]
schedule-cell: ୫୭୭/ ୨୧୩୭ [841, 1106, 921, 1143]
schedule-cell: ଶାରଦ-୧ [1057, 1032, 1145, 1069]
schedule-cell: ବାନାମନ ବିଷାଇ ଅଂଶ ୧୧ ଅଣା, ପାଦାନନ ବିଷାଇ ଅଂଶ ୪ ଅଣା, ପି- କୃଷ୍ଣ ବିଷାଇ, ଜା- ପଧାନ, ସା- ପୁରୁଷୋତ୍ତମପୁର [1145, 429, 1490, 466]
schedule-row [761, 244, 1490, 281]
schedule-cell: ଶାରଦ-୧ [1057, 503, 1145, 524]
